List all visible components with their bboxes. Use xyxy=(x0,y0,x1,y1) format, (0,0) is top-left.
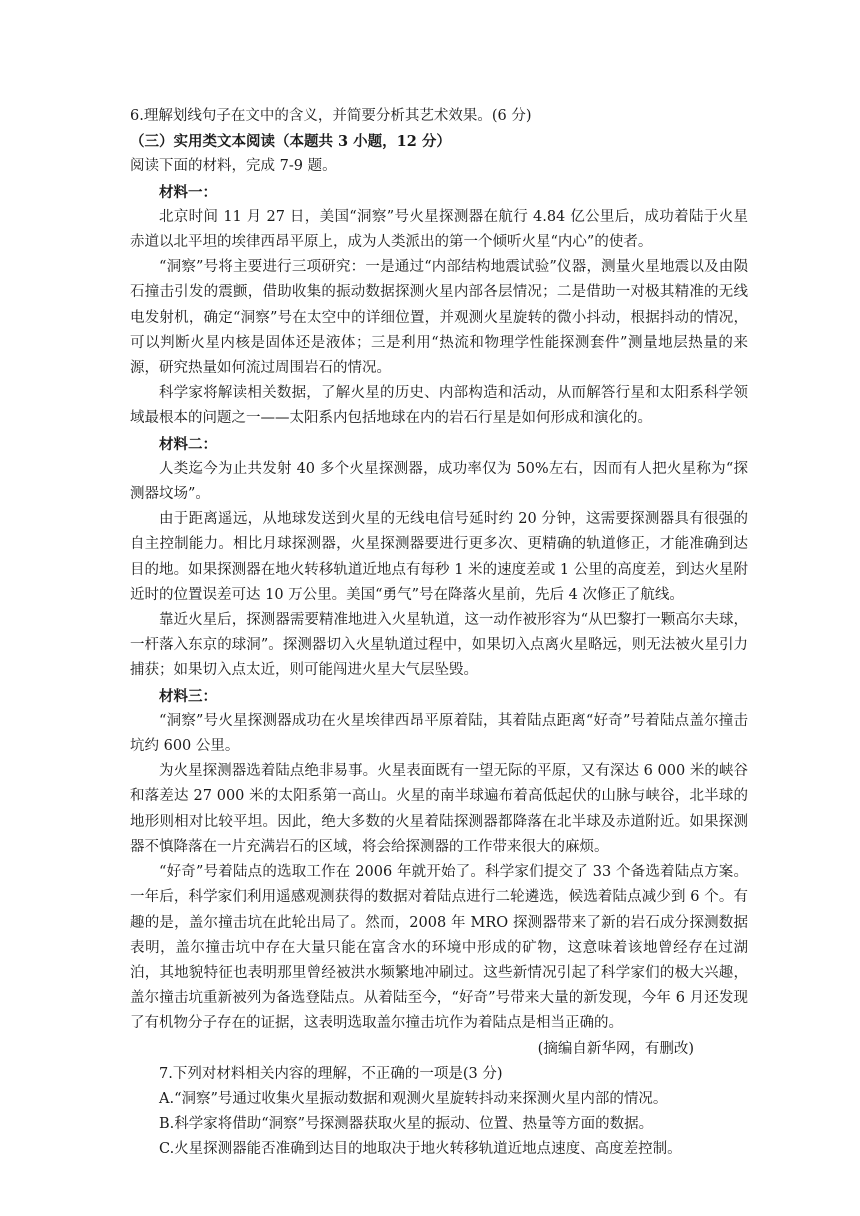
option-a: A.“洞察”号通过收集火星振动数据和观测火星旋转抖动来探测火星内部的情况。 xyxy=(159,1090,668,1107)
material-3-label: 材料三： xyxy=(159,687,217,705)
material-1 xyxy=(130,180,748,432)
material-1-paragraph: “洞察”号将主要进行三项研究：一是通过“内部结构地震试验”仪器，测量火星地震以及由陨石撞击引发的震颤，借助收集的振动数据探测火星内部各层情况；二是借助一对极其精准的无线电发射机，确定“洞察”号在太空中的详细位置，并观测火星旋转的微小抖动，根据抖动的情况，可以判断火星内核是固体还是液体；三是利用“热流和物理学性能探测套件”测量地层热量的来源，研究热量如何流过周围岩石的情况。 xyxy=(130,259,748,377)
material-3-paragraph: “洞察”号火星探测器成功在火星埃律西昂平原着陆，其着陆点距离“好奇”号着陆点盖尔撞击坑约 600 公里。 xyxy=(130,712,748,755)
option-c: C.火星探测器能否准确到达目的地取决于地火转移轨道近地点速度、高度差控制。 xyxy=(159,1141,682,1158)
reading-instruction: 阅读下面的材料，完成 7-9 题。 xyxy=(130,158,337,175)
material-2-paragraph: 由于距离遥远，从地球发送到火星的无线电信号延时约 20 分钟，这需要探测器具有很强的自主控制能力。相比月球探测器，火星探测器要进行更多次、更精确的轨道修正，才能准确到达目的地。如果探测器在地火转移轨道近地点有每秒 1 米的速度差或 1 公里的高度差，到达火星附近时的位置误差可达 10 万公里。美国“勇气”号在降落火星前，先后 4 次修正了航线。 xyxy=(130,511,748,603)
material-1-paragraph: 科学家将解读相关数据，了解火星的历史、内部构造和活动，从而解答行星和太阳系科学领域最根本的问题之一——太阳系内包括地球在内的岩石行星是如何形成和演化的。 xyxy=(130,385,748,427)
material-1-paragraph: 北京时间 11 月 27 日，美国“洞察”号火星探测器在航行 4.84 亿公里后，成功着陆于火星赤道以北平坦的埃律西昂平原上，成为人类派出的第一个倾听火星“内心”的使者。 xyxy=(130,208,748,251)
source-citation: (摘编自新华网，有删改) xyxy=(537,1040,694,1057)
material-2-label: 材料二： xyxy=(159,435,217,453)
material-3-paragraph: “好奇”号着陆点的选取工作在 2006 年就开始了。科学家们提交了 33 个备选着陆点方案。一年后，科学家们利用遥感观测获得的数据对着陆点进行二轮遴选，候选着陆点减少到 6 个。有趣的是，盖尔撞击坑在此轮出局了。然而，2008 年 MRO 探测器带来了新的岩石成分探测数据表明，盖尔撞击坑中存在大量只能在富含水的环境中形成的矿物，这意味着该地曾经存在过湖泊，其地貌特征也表明那里曾经被洪水频繁地冲刷过。这些新情况引起了科学家们的极大兴趣，盖尔撞击坑重新被列为备选登陆点。从着陆至今，“好奇”号带来大量的新发现，今年 6 月还发现了有机物分子存在的证据，这表明选取盖尔撞击坑作为着陆点是相当正确的。 xyxy=(130,864,748,1032)
material-3-paragraph: 为火星探测器选着陆点绝非易事。火星表面既有一望无际的平原，又有深达 6 000 米的峡谷和落差达 27 000 米的太阳系第一高山。火星的南半球遍布着高低起伏的山脉与峡谷，北半球的地形则相对比较平坦。因此，绝大多数的火星着陆探测器都降落在北半球及赤道附近。如果探测器不慎降落在一片充满岩石的区域，将会给探测器的工作带来很大的麻烦。 xyxy=(130,763,748,855)
material-2-paragraph: 靠近火星后，探测器需要精准地进入火星轨道，这一动作被形容为“从巴黎打一颗高尔夫球，一杆落入东京的球洞”。探测器切入火星轨道过程中，如果切入点离火星略远，则无法被火星引力捕获；如果切入点太近，则可能闯进火星大气层坠毁。 xyxy=(130,612,748,679)
option-b: B.科学家将借助“洞察”号探测器获取火星的振动、位置、热量等方面的数据。 xyxy=(159,1116,654,1133)
material-1-label: 材料一： xyxy=(159,183,217,201)
question-7 xyxy=(130,1062,748,1163)
material-2-paragraph: 人类迄今为止共发射 40 多个火星探测器，成功率仅为 50%左右，因而有人把火星称为“探测器坟场”。 xyxy=(130,460,748,503)
material-2 xyxy=(130,432,748,684)
question-7-stem: 7.下列对材料相关内容的理解，不正确的一项是(3 分) xyxy=(159,1065,503,1082)
question-6: 6.理解划线句子在文中的含义，并简要分析其艺术效果。(6 分) xyxy=(130,108,532,124)
material-3 xyxy=(130,684,748,1062)
section-title: （三）实用类文本阅读（本题共 3 小题，12 分） xyxy=(130,133,451,151)
